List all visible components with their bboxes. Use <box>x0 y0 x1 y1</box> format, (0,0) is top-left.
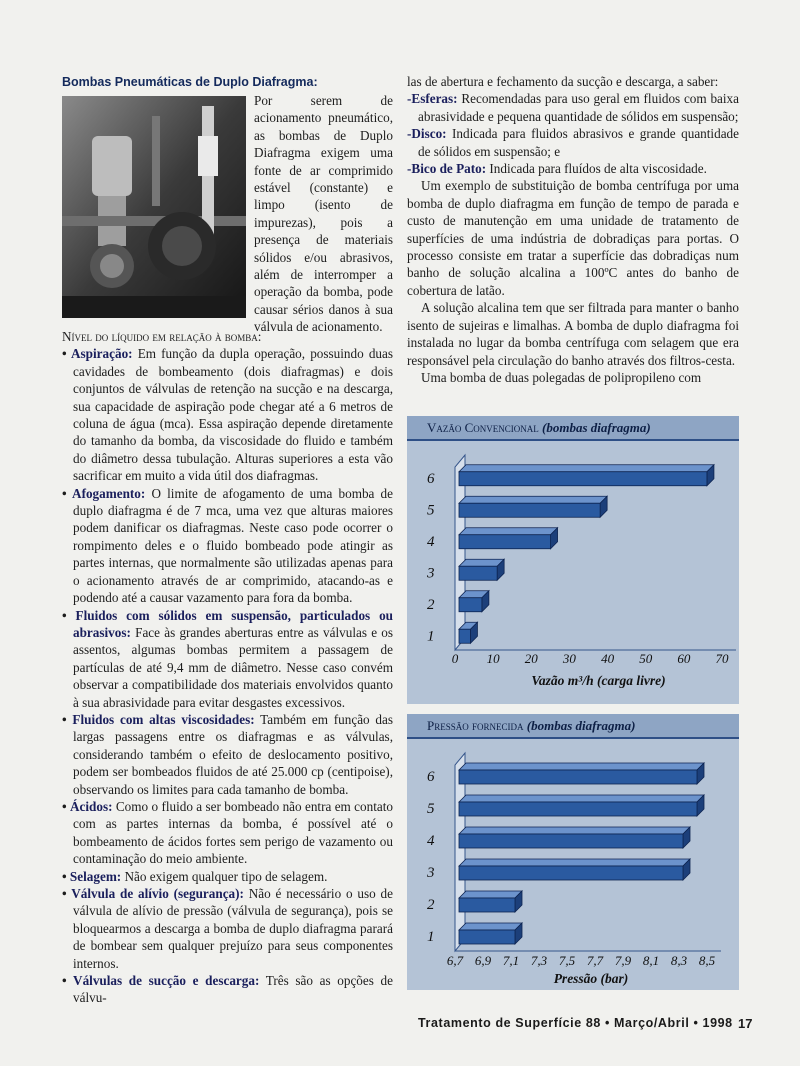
bar-3 <box>459 859 690 880</box>
bullet-dot: • <box>62 711 73 727</box>
bar-1 <box>459 923 522 944</box>
paragraph-2: A solução alcalina tem que ser filtrada para manter o banho isento de sujeiras e limalhas. A bomba de duplo diafragma foi instalada no lugar da bomba centrífuga com selagem que era responsável pela circulação do banho através dos filtros-cesta. <box>407 300 739 368</box>
bar-front <box>459 930 515 944</box>
bullet-text: Também em função das largas passagens entre os diafragmas e as válvulas, considerando também o efeito de deslocamento positivo, podem ser bombeados fluidos de até 25.000 cp (centipoise), observando os limites para cada tamanho de bomba. <box>73 711 394 797</box>
intro-text: Por serem de acionamento pneumático, as bombas de Duplo Diafragma exigem uma fonte de ar comprimido estável (constante) e limpo (isento de impurezas), pois a presença de materiais sólidos e/ou abrasivos, além de interromper a operação da bomba, pode causar sérios danos à sua válvula de acionamento. <box>254 93 393 335</box>
bullet-item <box>62 972 393 1007</box>
continued-text: las de abertura e fechamento da sucção e descarga, a saber: <box>407 74 719 89</box>
bar-5 <box>459 496 607 517</box>
bullet-item <box>62 868 393 885</box>
x-axis-title: Vazão m³/h (carga livre) <box>531 673 666 688</box>
bullet-term: Fluidos com altas viscosidades: <box>72 711 255 727</box>
valve-option-term: -Esferas: <box>407 91 458 107</box>
right-column <box>407 73 739 386</box>
bullet-term: Válvula de alívio (segurança): <box>71 886 244 901</box>
x-tick-label: 0 <box>451 651 459 666</box>
footer-text: Tratamento de Superfície 88 • Março/Abril • 1998 <box>418 1016 733 1030</box>
x-tick-label: 8,3 <box>670 953 688 968</box>
bullet-text: O limite de afogamento de uma bomba de duplo diafragma é de 7 mca, uma vez que alturas maiores podem danificar os diafragmas. Neste caso pode ocorrer o rompimento deles e o fluido bombeado pode atingir as partes internas, que normalmente são utilizadas apenas para o acionamento através de ar comprimido, atacando-as e podendo até a causar vazamento para fora da bomba. <box>73 485 393 606</box>
x-tick-label: 50 <box>639 651 653 666</box>
bullet-text: Face às grandes aberturas entre as válvulas e os assentos, algumas bombas permitem a passagem de partículas de até 9,4 mm de diâmetro. Nesse caso convém observar a compatibilidade dos materiais envolvidos quanto à sua abrasividade para evitar desgastes excessivos. <box>73 624 393 710</box>
bar-2 <box>459 591 489 612</box>
bar-4 <box>459 827 690 848</box>
bar-front <box>459 535 551 549</box>
bullet-list <box>62 345 393 1006</box>
bar-top <box>459 795 704 802</box>
x-tick-label: 6,9 <box>474 953 492 968</box>
bullet-text: Não é necessário o uso de válvula de alívio de pressão (válvula de segurança), pois se bloquearmos a descarga a bomba de duplo diafragma parará de bombear sem qualquer prejuízo para seus componentes internos. <box>73 886 393 971</box>
chart-title <box>407 714 739 739</box>
bullet-item <box>62 711 393 798</box>
valve-options <box>407 90 739 177</box>
valve-option-text: Recomendadas para uso geral em fluidos com baixa abrasividade e pequena quantidade de sólidos em suspensão; <box>418 91 739 124</box>
chart-title-sub: (bombas diafragma) <box>526 718 636 733</box>
bar-top <box>459 827 690 834</box>
valve-option-term: -Bico de Pato: <box>407 161 487 177</box>
bullet-dot: • <box>62 868 70 884</box>
bar-top <box>459 891 522 898</box>
bullet-text: Em função da dupla operação, possuindo duas cavidades de bombeamento (dois diafragmas) e dois conjuntos de válvulas de retenção na sucção e na descarga, sua capacidade de aspiração pode chegar até a 6 metros de coluna de água (mca). Essa aspiração depende diretamente do tamanho da bomba, da viscosidade do fluido e também do diâmetro dessa tubulação. Alturas superiores a esta vão sacrificar em muito a vida útil dos diafragmas. <box>73 346 394 484</box>
bar-front <box>459 802 697 816</box>
x-tick-label: 7,3 <box>530 953 548 968</box>
category-label: 6 <box>427 470 435 487</box>
x-tick-label: 7,1 <box>502 953 520 968</box>
bullet-term: Fluidos com sólidos em suspensão, particulados ou abrasivos: <box>73 607 394 640</box>
bar-3 <box>459 559 504 580</box>
bullet-text: Três são as opções de válvu- <box>73 973 393 1006</box>
pump-photo <box>62 96 246 318</box>
box-title: Bombas Pneumáticas de Duplo Diafragma: <box>62 75 318 89</box>
bullet-term: Afogamento: <box>72 485 146 501</box>
bullet-item <box>62 485 393 607</box>
category-label: 5 <box>427 502 435 519</box>
category-label: 4 <box>427 833 435 849</box>
bullet-dot: • <box>62 886 72 901</box>
bullet-term: Ácidos: <box>70 798 113 814</box>
bar-6 <box>459 465 714 486</box>
x-tick-label: 40 <box>601 651 615 666</box>
x-tick-label: 30 <box>562 651 576 666</box>
paragraph-1: Um exemplo de substituição de bomba centrífuga por uma bomba de duplo diafragma em função de tempo de parada e custo de manutenção em uma unidade de tratamento de superfícies de uma indústria de dobradiças para portas. O processo consiste em tratar a superfície das dobradiças num banho de solução alcalina a 100ºC antes do banho de cobertura de latão. <box>407 178 739 298</box>
x-tick-label: 8,1 <box>642 953 660 968</box>
x-tick-label: 7,7 <box>586 953 604 968</box>
bar-top <box>459 763 704 770</box>
bullet-term: Válvulas de sucção e descarga: <box>73 973 260 989</box>
bullet-item <box>62 798 393 868</box>
category-label: 2 <box>427 596 435 613</box>
bar-front <box>459 866 683 880</box>
bar-2 <box>459 891 522 912</box>
section-heading: Nível do líquido em relação à bomba: <box>62 329 262 344</box>
category-label: 6 <box>427 769 435 785</box>
bar-top <box>459 923 522 930</box>
x-tick-label: 6,7 <box>446 953 464 968</box>
x-tick-label: 60 <box>677 651 691 666</box>
category-label: 5 <box>427 801 435 817</box>
bar-front <box>459 598 482 612</box>
paragraph-3: Uma bomba de duas polegadas de polipropileno com <box>421 369 702 385</box>
chart-title <box>407 416 739 441</box>
x-tick-label: 10 <box>486 651 500 666</box>
category-label: 4 <box>427 533 435 550</box>
valve-option <box>407 90 739 125</box>
category-label: 1 <box>427 929 435 945</box>
category-label: 1 <box>427 628 435 645</box>
bar-front <box>459 834 683 848</box>
bar-top <box>459 496 607 503</box>
bullet-dot: • <box>62 485 73 501</box>
bar-top <box>459 465 714 472</box>
bar-front <box>459 629 470 643</box>
bullet-item <box>62 885 393 972</box>
bar-6 <box>459 763 704 784</box>
category-label: 3 <box>427 565 435 582</box>
category-label: 2 <box>427 897 435 913</box>
category-label: 3 <box>427 865 435 881</box>
bullet-dot: • <box>62 346 72 362</box>
x-tick-label: 7,9 <box>614 953 632 968</box>
bar-front <box>459 770 697 784</box>
bar-top <box>459 559 504 566</box>
bar-top <box>459 528 558 535</box>
valve-option <box>407 160 739 177</box>
bullet-text: Não exigem qualquer tipo de selagem. <box>121 868 328 884</box>
valve-option-term: -Disco: <box>407 126 447 142</box>
bullet-term: Selagem: <box>69 868 122 884</box>
x-tick-label: 8,5 <box>698 953 716 968</box>
chart-svg <box>407 739 739 990</box>
chart-pressure <box>407 714 739 990</box>
valve-option-text: Indicada para fluídos de alta viscosidade. <box>486 161 707 177</box>
bar-front <box>459 898 515 912</box>
valve-option-text: Indicada para fluidos abrasivos e grande quantidade de sólidos em suspensão; e <box>418 126 739 159</box>
chart-svg <box>407 441 739 704</box>
chart-title-sub: (bombas diafragma) <box>542 420 651 435</box>
bar-4 <box>459 528 558 549</box>
valve-option <box>407 125 739 160</box>
bullet-item <box>62 607 393 711</box>
x-tick-label: 70 <box>715 651 729 666</box>
bullet-dot: • <box>62 973 74 989</box>
x-tick-label: 7,5 <box>558 953 576 968</box>
left-column <box>62 74 393 1007</box>
bullet-dot: • <box>62 798 70 814</box>
bullet-dot: • <box>62 607 76 623</box>
bullet-text: Como o fluido a ser bombeado não entra em contato com as partes internas da bomba, é possível até o bombeamento de ácidos fortes sem perigo de vazamento ou contaminação do meio ambiente. <box>73 798 394 867</box>
page-number: 17 <box>738 1016 753 1031</box>
chart-flow <box>407 416 739 704</box>
x-axis-title: Pressão (bar) <box>553 971 629 986</box>
chart-title-main: Vazão Convencional <box>427 420 539 435</box>
bar-front <box>459 503 600 517</box>
bar-top <box>459 859 690 866</box>
bullet-term: Aspiração: <box>71 346 133 362</box>
sidebar-box <box>62 74 393 335</box>
bullet-item <box>62 345 393 484</box>
x-tick-label: 20 <box>524 651 538 666</box>
bar-front <box>459 472 707 486</box>
bar-front <box>459 566 497 580</box>
chart-title-main: Pressão fornecida <box>427 718 524 733</box>
bar-5 <box>459 795 704 816</box>
